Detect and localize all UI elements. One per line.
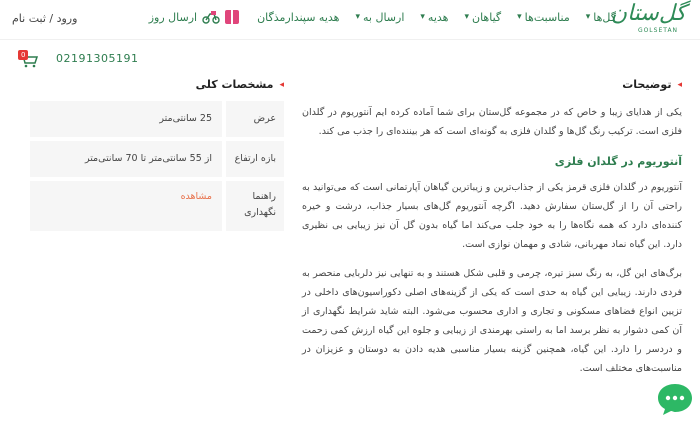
spec-value: از 55 سانتی‌متر تا 70 سانتی‌متر [30, 141, 222, 177]
nav-item-same-day[interactable] [149, 10, 239, 24]
description-subtitle: آنتوریوم در گلدان فلزی [554, 155, 682, 168]
spec-label: عرض [226, 101, 284, 137]
login-link[interactable]: ورود / ثبت نام [12, 12, 78, 25]
description-section [302, 78, 682, 378]
nav-item-gift[interactable] [420, 11, 448, 24]
specs-heading [30, 78, 284, 91]
nav-item-label: ارسال روز [148, 10, 198, 24]
description-paragraph: برگ‌های این گل، به رنگ سبز تیره، چرمی و قلبی شکل هستند و به تنهایی نیز دلربایی منحصر به فردی دارند. زیبایی این گیاه به حدی است که یکی از گزینه‌های اصلی دکوراسیون‌های داخلی در تزیین انواع فضاهای مسکونی و تجاری و اداری محسوب می‌شود. البته شاید شرایط نگهداری از آن کمی دشوار به نظر برسد اما به راستی بهرمندی از زیبایی و جلوه این گیاه ارزش کمی زحمت و دردسر را دارد. این گیاه، همچنین گزینه بسیار مناسبی هدیه دادن به دوستان و عزیزان در مناسبت‌های مختلف است. [302, 268, 682, 374]
nav-item-label: گیاهان [472, 10, 502, 24]
nav-item-send-to[interactable] [355, 11, 404, 24]
nav-item-label: هدیه [427, 10, 449, 24]
care-guide-link[interactable]: مشاهده [30, 181, 222, 231]
description-heading [302, 78, 682, 91]
chevron-down-icon: ▾ [420, 12, 425, 22]
specs-title: مشخصات کلی [195, 78, 274, 91]
site-logo[interactable] [610, 1, 686, 37]
chevron-down-icon: ▾ [517, 12, 522, 22]
nav-item-occasions[interactable] [517, 11, 570, 24]
nav-item-label: ارسال به [363, 10, 405, 24]
specs-section [30, 78, 284, 235]
spec-row-care-guide [30, 181, 284, 231]
site-header [0, 0, 700, 40]
spec-row-height [30, 141, 284, 177]
nav-item-sepandarmazgan[interactable] [257, 11, 339, 24]
heading-marker-icon: ◂ [677, 79, 682, 90]
chevron-down-icon: ▾ [585, 12, 591, 22]
delivery-bike-icon [202, 10, 220, 24]
description-intro: یکی از هدایای زیبا و خاص که در مجموعه گل‌ستان برای شما آماده کرده ایم آنتوریوم در گلدان فلزی است. ترکیب رنگ گل‌ها و گلدان فلزی به گونه‌ای است که هر بیننده‌ای را جذب می کند. [302, 107, 682, 137]
nav-item-plants[interactable] [464, 11, 501, 24]
description-paragraph: آنتوریوم در گلدان فلزی قرمز یکی از جذاب‌ترین و زیباترین گیاهان آپارتمانی است که می‌توانید به راحتی آن را از گل‌ستان سفارش دهید. اگرچه آنتوریوم گل‌های بسیار جذاب، درشت و خیره کننده‌ای دارد که همه نگاه‌ها را به خود جلب می‌کند اما گیاه بدون گل آن نیز زیبایی بی نظیری دارد. این گیاه نماد مهربانی، شادی و مهمان نوازی است. [302, 182, 682, 250]
nav-item-label: هدیه سپندارمذگان [257, 10, 340, 24]
spec-row-width [30, 101, 284, 137]
logo-text: گل‌ستان [610, 1, 686, 26]
chevron-down-icon: ▾ [355, 12, 360, 22]
nav-item-label: مناسبت‌ها [524, 10, 570, 24]
cart-count-badge: 0 [18, 50, 28, 60]
chevron-down-icon: ▾ [464, 12, 469, 22]
logo-subtitle: GOLSETAN [637, 27, 679, 34]
spec-value: 25 سانتی‌متر [30, 101, 222, 137]
gift-box-icon [225, 10, 239, 24]
nav-item-label: گل‌ها [593, 10, 616, 24]
main-nav [133, 10, 616, 24]
chat-support-icon[interactable] [656, 382, 694, 416]
heading-marker-icon: ◂ [279, 79, 284, 90]
spec-label: راهنما نگهداری [226, 181, 284, 231]
description-title: توضیحات [622, 78, 672, 91]
spec-label: بازه ارتفاع [226, 141, 284, 177]
nav-item-flowers[interactable] [586, 11, 616, 24]
phone-number[interactable]: 02191305191 [56, 52, 139, 65]
